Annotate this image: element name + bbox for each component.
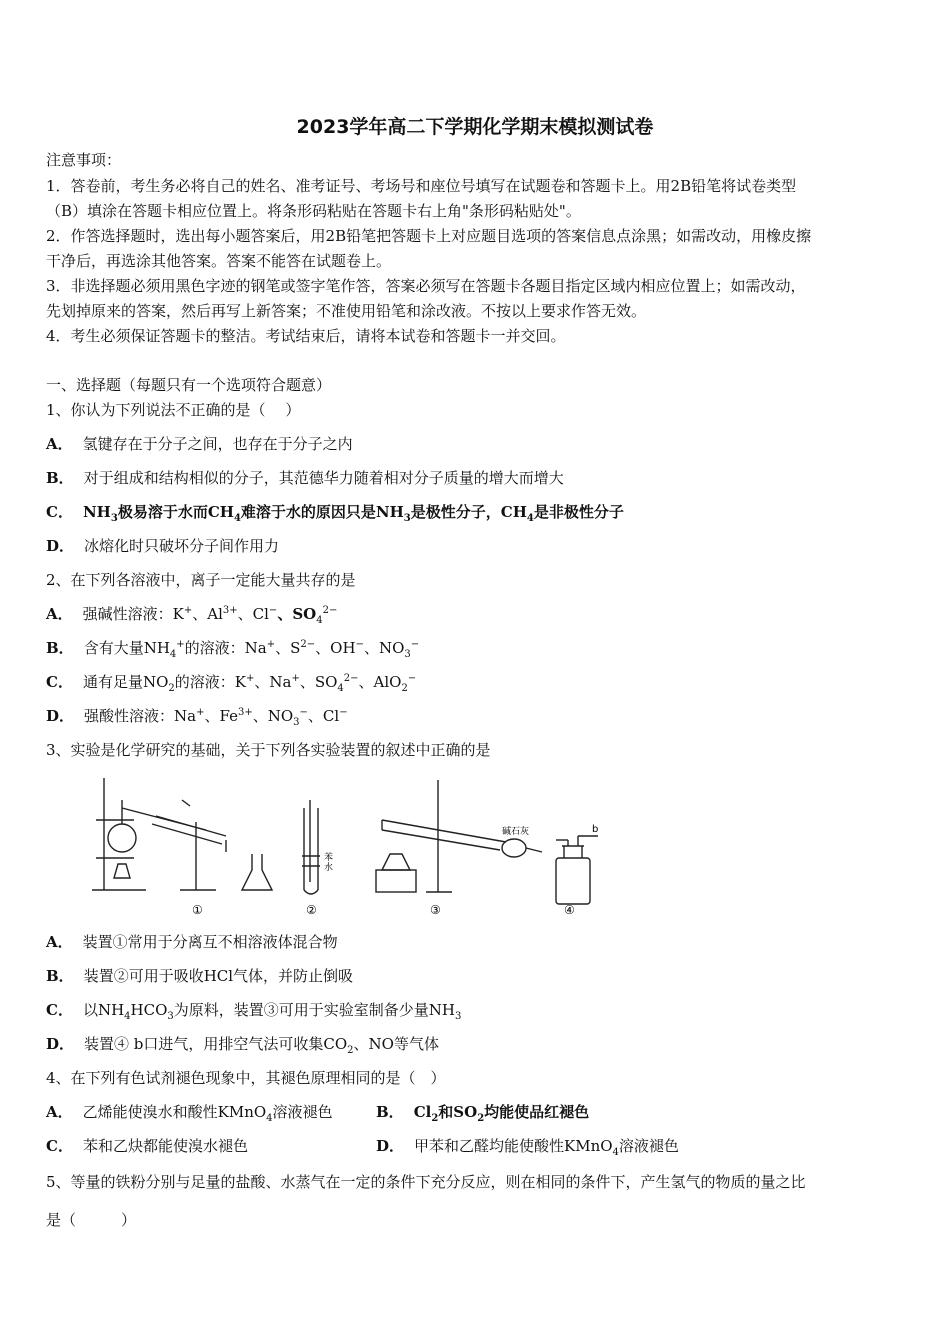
- formula-text: 乙烯能使溴水和酸性KMnO: [82, 1103, 267, 1121]
- option-letter: D．: [376, 1137, 405, 1155]
- q4-option-a: [46, 1103, 333, 1124]
- option-letter: A．: [46, 933, 73, 951]
- superscript: +: [266, 639, 276, 650]
- subscript: 3: [404, 649, 411, 660]
- q1-option-c: [46, 502, 910, 522]
- q4-option-c: [46, 1137, 248, 1155]
- subscript: 2: [477, 1113, 485, 1124]
- superscript: −: [268, 605, 278, 616]
- q2-option-b: [46, 638, 910, 658]
- superscript: 2−: [300, 639, 316, 650]
- option-letter: D．: [46, 707, 75, 725]
- option-letter: C．: [46, 1001, 73, 1019]
- subscript: 4: [124, 1011, 131, 1022]
- figure-label-1: ①: [192, 903, 203, 917]
- option-letter: D．: [46, 537, 75, 555]
- formula-text: 通有足量NO: [82, 673, 169, 691]
- superscript: −: [299, 707, 308, 718]
- notice-item: （B）填涂在答题卡相应位置上。将条形码粘贴在答题卡右上角"条形码粘贴处"。: [46, 202, 581, 220]
- formula-text: 、Cl: [307, 707, 340, 725]
- subscript: 4: [169, 649, 177, 660]
- question-2-stem: 2、在下列各溶液中，离子一定能大量共存的是: [46, 571, 356, 589]
- option-text: 苯和乙炔都能使溴水褪色: [82, 1137, 248, 1155]
- formula-text: 均能使品红褪色: [484, 1103, 590, 1121]
- option-letter: C．: [46, 673, 73, 691]
- superscript: +: [176, 639, 185, 650]
- superscript: −: [339, 707, 348, 718]
- option-letter: D．: [46, 1035, 75, 1053]
- option-text: 氢键存在于分子之间，也存在于分子之内: [82, 435, 353, 453]
- formula-text: 强酸性溶液：Na: [84, 707, 197, 725]
- notice-item: 4．考生必须保证答题卡的整洁。考试结束后，请将本试卷和答题卡一并交回。: [46, 327, 566, 345]
- superscript: 3+: [237, 707, 253, 718]
- subscript: 2: [347, 1045, 354, 1056]
- formula-text: 、NO: [252, 707, 294, 725]
- option-letter: C．: [46, 1137, 73, 1155]
- q2-option-d: [46, 706, 910, 726]
- apparatus-figure: [86, 770, 626, 920]
- formula-text: 、AlO: [358, 673, 402, 691]
- figure-label-3: ③: [430, 903, 441, 917]
- notice-item: 先划掉原来的答案，然后再写上新答案；不准使用铅笔和涂改液。不按以上要求作答无效。: [46, 302, 647, 320]
- formula-text: 溶液褪色: [272, 1103, 333, 1121]
- formula-text: 以NH: [82, 1001, 125, 1019]
- question-3-stem: 3、实验是化学研究的基础，关于下列各实验装置的叙述中正确的是: [46, 741, 491, 759]
- formula-text: 、SO: [277, 605, 317, 623]
- formula-text: 强碱性溶液：K: [82, 605, 184, 623]
- notice-item: 2．作答选择题时，选出每小题答案后，用2B铅笔把答题卡上对应题目选项的答案信息点涂黑；如需改动，用橡皮擦: [46, 227, 812, 245]
- figure-b-label: b: [592, 824, 599, 835]
- option-letter: B．: [46, 639, 74, 657]
- superscript: 2−: [343, 673, 359, 684]
- figure-water-label: 水: [324, 863, 334, 873]
- subscript: 2: [401, 683, 408, 694]
- formula-text: 的溶液：K: [174, 673, 246, 691]
- formula-text: 、NO等气体: [353, 1035, 439, 1053]
- q1-option-a: [46, 434, 910, 454]
- superscript: +: [183, 605, 193, 616]
- subscript: 4: [526, 513, 534, 524]
- option-letter: B．: [376, 1103, 404, 1121]
- formula-text: 极易溶于水而CH: [117, 503, 234, 521]
- apparatus-drawing: [86, 770, 626, 920]
- q4-row-2: [46, 1136, 910, 1156]
- formula-text: Cl: [413, 1103, 432, 1121]
- formula-text: 难溶于水的原因只是NH: [240, 503, 404, 521]
- formula-text: 、Al: [192, 605, 223, 623]
- formula-text: 、Na: [254, 673, 292, 691]
- question-5-stem: 5、等量的铁粉分别与足量的盐酸、水蒸气在一定的条件下充分反应，则在相同的条件下，产生氢气的物质的量之比: [46, 1173, 806, 1191]
- subscript: 4: [316, 615, 323, 626]
- subscript: 4: [233, 513, 241, 524]
- q4-row-1: [46, 1102, 910, 1122]
- superscript: −: [410, 639, 420, 650]
- formula-text: 的溶液：Na: [184, 639, 267, 657]
- q2-option-c: [46, 672, 910, 692]
- subscript: 2: [431, 1113, 439, 1124]
- figure-label-4: ④: [564, 903, 575, 917]
- formula-text: 、NO: [363, 639, 405, 657]
- subscript: 4: [612, 1147, 619, 1158]
- q2-option-a: [46, 604, 910, 624]
- q3-option-b: [46, 966, 910, 986]
- subscript: 4: [266, 1113, 273, 1124]
- subscript: 3: [455, 1011, 462, 1022]
- superscript: +: [245, 673, 255, 684]
- superscript: 3+: [222, 605, 238, 616]
- formula-text: 和SO: [438, 1103, 478, 1121]
- option-text: 冰熔化时只破坏分子间作用力: [84, 537, 280, 555]
- option-text: 装置①常用于分离互不相溶液体混合物: [82, 933, 338, 951]
- figure-benzene-label: 苯: [324, 853, 334, 863]
- option-text: 对于组成和结构相似的分子，其范德华力随着相对分子质量的增大而增大: [83, 469, 564, 487]
- subscript: 3: [293, 717, 300, 728]
- formula-text: 甲苯和乙醛均能使酸性KMnO: [414, 1137, 613, 1155]
- subscript: 3: [110, 513, 118, 524]
- subscript: 3: [403, 513, 411, 524]
- question-5-stem-cont: 是（ ）: [46, 1211, 137, 1229]
- q3-option-a: [46, 932, 910, 952]
- subscript: 4: [337, 683, 344, 694]
- notice-item: 1．答卷前，考生务必将自己的姓名、准考证号、考场号和座位号填写在试题卷和答题卡上。用2B铅笔将试卷类型: [46, 177, 797, 195]
- option-letter: A．: [46, 1103, 73, 1121]
- option-text: 装置②可用于吸收HCl气体，并防止倒吸: [83, 967, 354, 985]
- formula-text: 溶液褪色: [618, 1137, 679, 1155]
- formula-text: 为原料，装置③可用于实验室制备少量NH: [173, 1001, 455, 1019]
- option-letter: C．: [46, 503, 73, 521]
- q4-option-d: [376, 1136, 679, 1156]
- formula-text: 、OH: [315, 639, 356, 657]
- subscript: 2: [168, 683, 175, 694]
- q3-option-d: [46, 1034, 910, 1054]
- option-letter: A．: [46, 435, 73, 453]
- formula-text: NH: [82, 503, 111, 521]
- formula-text: 是极性分子，CH: [410, 503, 527, 521]
- superscript: −: [355, 639, 364, 650]
- notice-heading: 注意事项：: [46, 151, 122, 169]
- figure-lime-label: 碱石灰: [502, 827, 530, 837]
- option-letter: B．: [46, 967, 74, 985]
- q1-option-d: [46, 536, 910, 556]
- notice-item: 干净后，再选涂其他答案。答案不能答在试题卷上。: [46, 252, 392, 270]
- formula-text: 、Cl: [237, 605, 269, 623]
- option-letter: B．: [46, 469, 74, 487]
- page-title: 2023学年高二下学期化学期末模拟测试卷: [296, 116, 654, 138]
- q1-option-b: [46, 468, 910, 488]
- option-letter: A．: [46, 605, 73, 623]
- formula-text: HCO: [130, 1001, 168, 1019]
- formula-text: 装置④ b口进气，用排空气法可收集CO: [84, 1035, 348, 1053]
- question-1-stem: 1、你认为下列说法不正确的是（ ）: [46, 401, 301, 419]
- figure-label-2: ②: [306, 903, 317, 917]
- formula-text: 、S: [275, 639, 301, 657]
- notice-item: 3．非选择题必须用黑色字迹的钢笔或签字笔作答，答案必须写在答题卡各题目指定区域内相应位置上；如需改动，: [46, 277, 806, 295]
- question-4-stem: 4、在下列有色试剂褪色现象中，其褪色原理相同的是（ ）: [46, 1069, 446, 1087]
- superscript: +: [291, 673, 300, 684]
- subscript: 3: [167, 1011, 174, 1022]
- formula-text: 、Fe: [204, 707, 238, 725]
- q3-option-c: [46, 1000, 910, 1020]
- formula-text: 是非极性分子: [533, 503, 624, 521]
- superscript: −: [407, 673, 417, 684]
- superscript: 2−: [322, 605, 338, 616]
- formula-text: 、SO: [299, 673, 338, 691]
- section-heading: 一、选择题（每题只有一个选项符合题意）: [46, 376, 332, 394]
- q4-option-b: [376, 1102, 589, 1122]
- formula-text: 含有大量NH: [83, 639, 170, 657]
- superscript: +: [196, 707, 205, 718]
